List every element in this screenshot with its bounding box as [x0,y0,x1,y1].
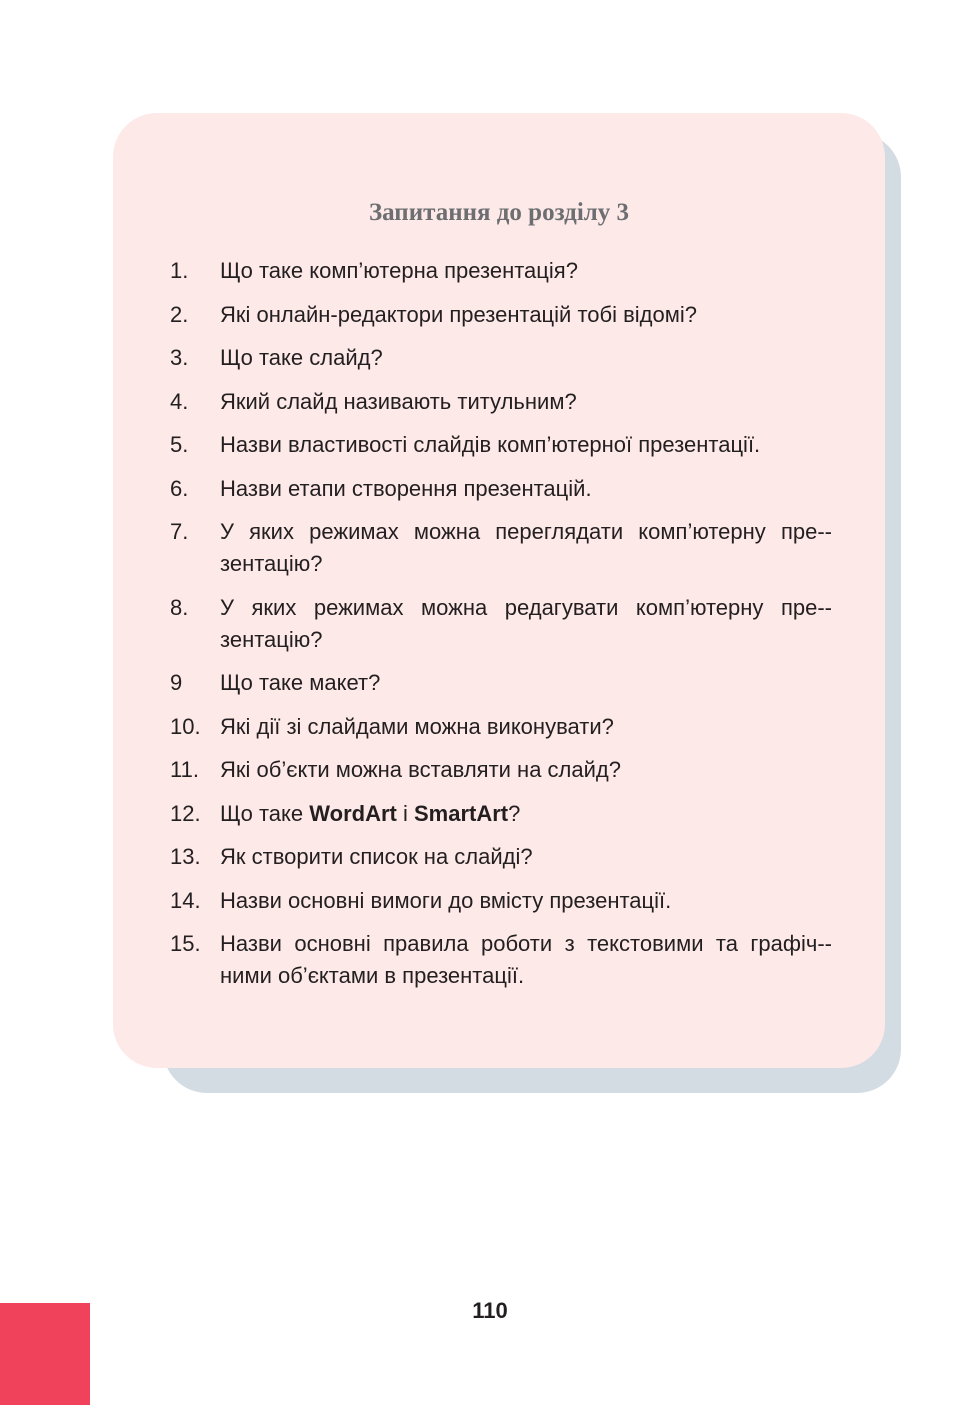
question-number: 11. [170,757,199,782]
question-number: 12. [170,800,201,826]
question-text: Назви основні вимоги до вмісту презентації. [220,887,672,913]
question-text: Який слайд називають титульним? [220,388,577,414]
question-text: Як створити список на слайді? [220,844,533,869]
question-2 [170,299,832,331]
question-text: Що таке макет? [220,670,381,695]
question-5 [170,429,832,461]
question-11 [170,754,832,786]
smartart-term: SmartArt [413,800,509,826]
question-text: Що таке слайд? [220,345,383,370]
question-number: 7. [170,519,189,544]
question-number: 9 [170,670,183,695]
question-number: 10. [170,713,201,739]
question-10 [170,711,832,743]
question-text-part: ? [508,800,521,826]
question-number: 2. [170,301,189,327]
question-text-part: Що таке [220,800,310,826]
question-12 [170,798,832,830]
question-number: 1. [170,258,189,283]
question-3 [170,342,832,374]
wordart-term: WordArt [309,800,397,826]
question-4 [170,386,832,418]
question-13 [170,841,832,873]
questions-card [113,113,885,1068]
question-text: Які об’єкти можна вставляти на слайд? [220,757,621,782]
question-6 [170,473,832,505]
question-8 [170,592,832,656]
question-text: Які онлайн-редактори презентацій тобі відомі? [220,301,698,327]
question-1 [170,255,832,287]
question-number: 13. [170,844,201,869]
question-text: Назви етапи створення презентацій. [220,475,592,501]
question-number: 15. [170,931,201,956]
question-text: Назви основні правила роботи з текстовими та графіч-ними об’єктами в презентації. [220,931,832,988]
question-number: 4. [170,388,189,414]
question-text: Що таке комп’ютерна презентація? [220,258,578,283]
question-15 [170,928,832,992]
question-text: У яких режимах можна редагувати комп’ютерну пре-зентацію? [220,594,832,652]
question-text: Назви властивості слайдів комп’ютерної презентації. [220,432,761,457]
question-14 [170,885,832,917]
question-text: У яких режимах можна переглядати комп’ютерну пре-зентацію? [220,519,832,576]
questions-list [170,255,832,1004]
question-number: 8. [170,594,189,620]
question-number: 3. [170,345,189,370]
question-7 [170,516,832,580]
page-number: 110 [472,1298,508,1323]
question-text-part: і [396,800,414,826]
question-9 [170,667,832,699]
question-number: 6. [170,475,189,501]
question-text [220,798,832,830]
corner-color-tab [0,1303,90,1405]
section-title: Запитання до розділу 3 [368,199,630,226]
question-text: Які дії зі слайдами можна виконувати? [220,713,614,739]
question-number: 5. [170,432,189,457]
question-number: 14. [170,887,201,913]
